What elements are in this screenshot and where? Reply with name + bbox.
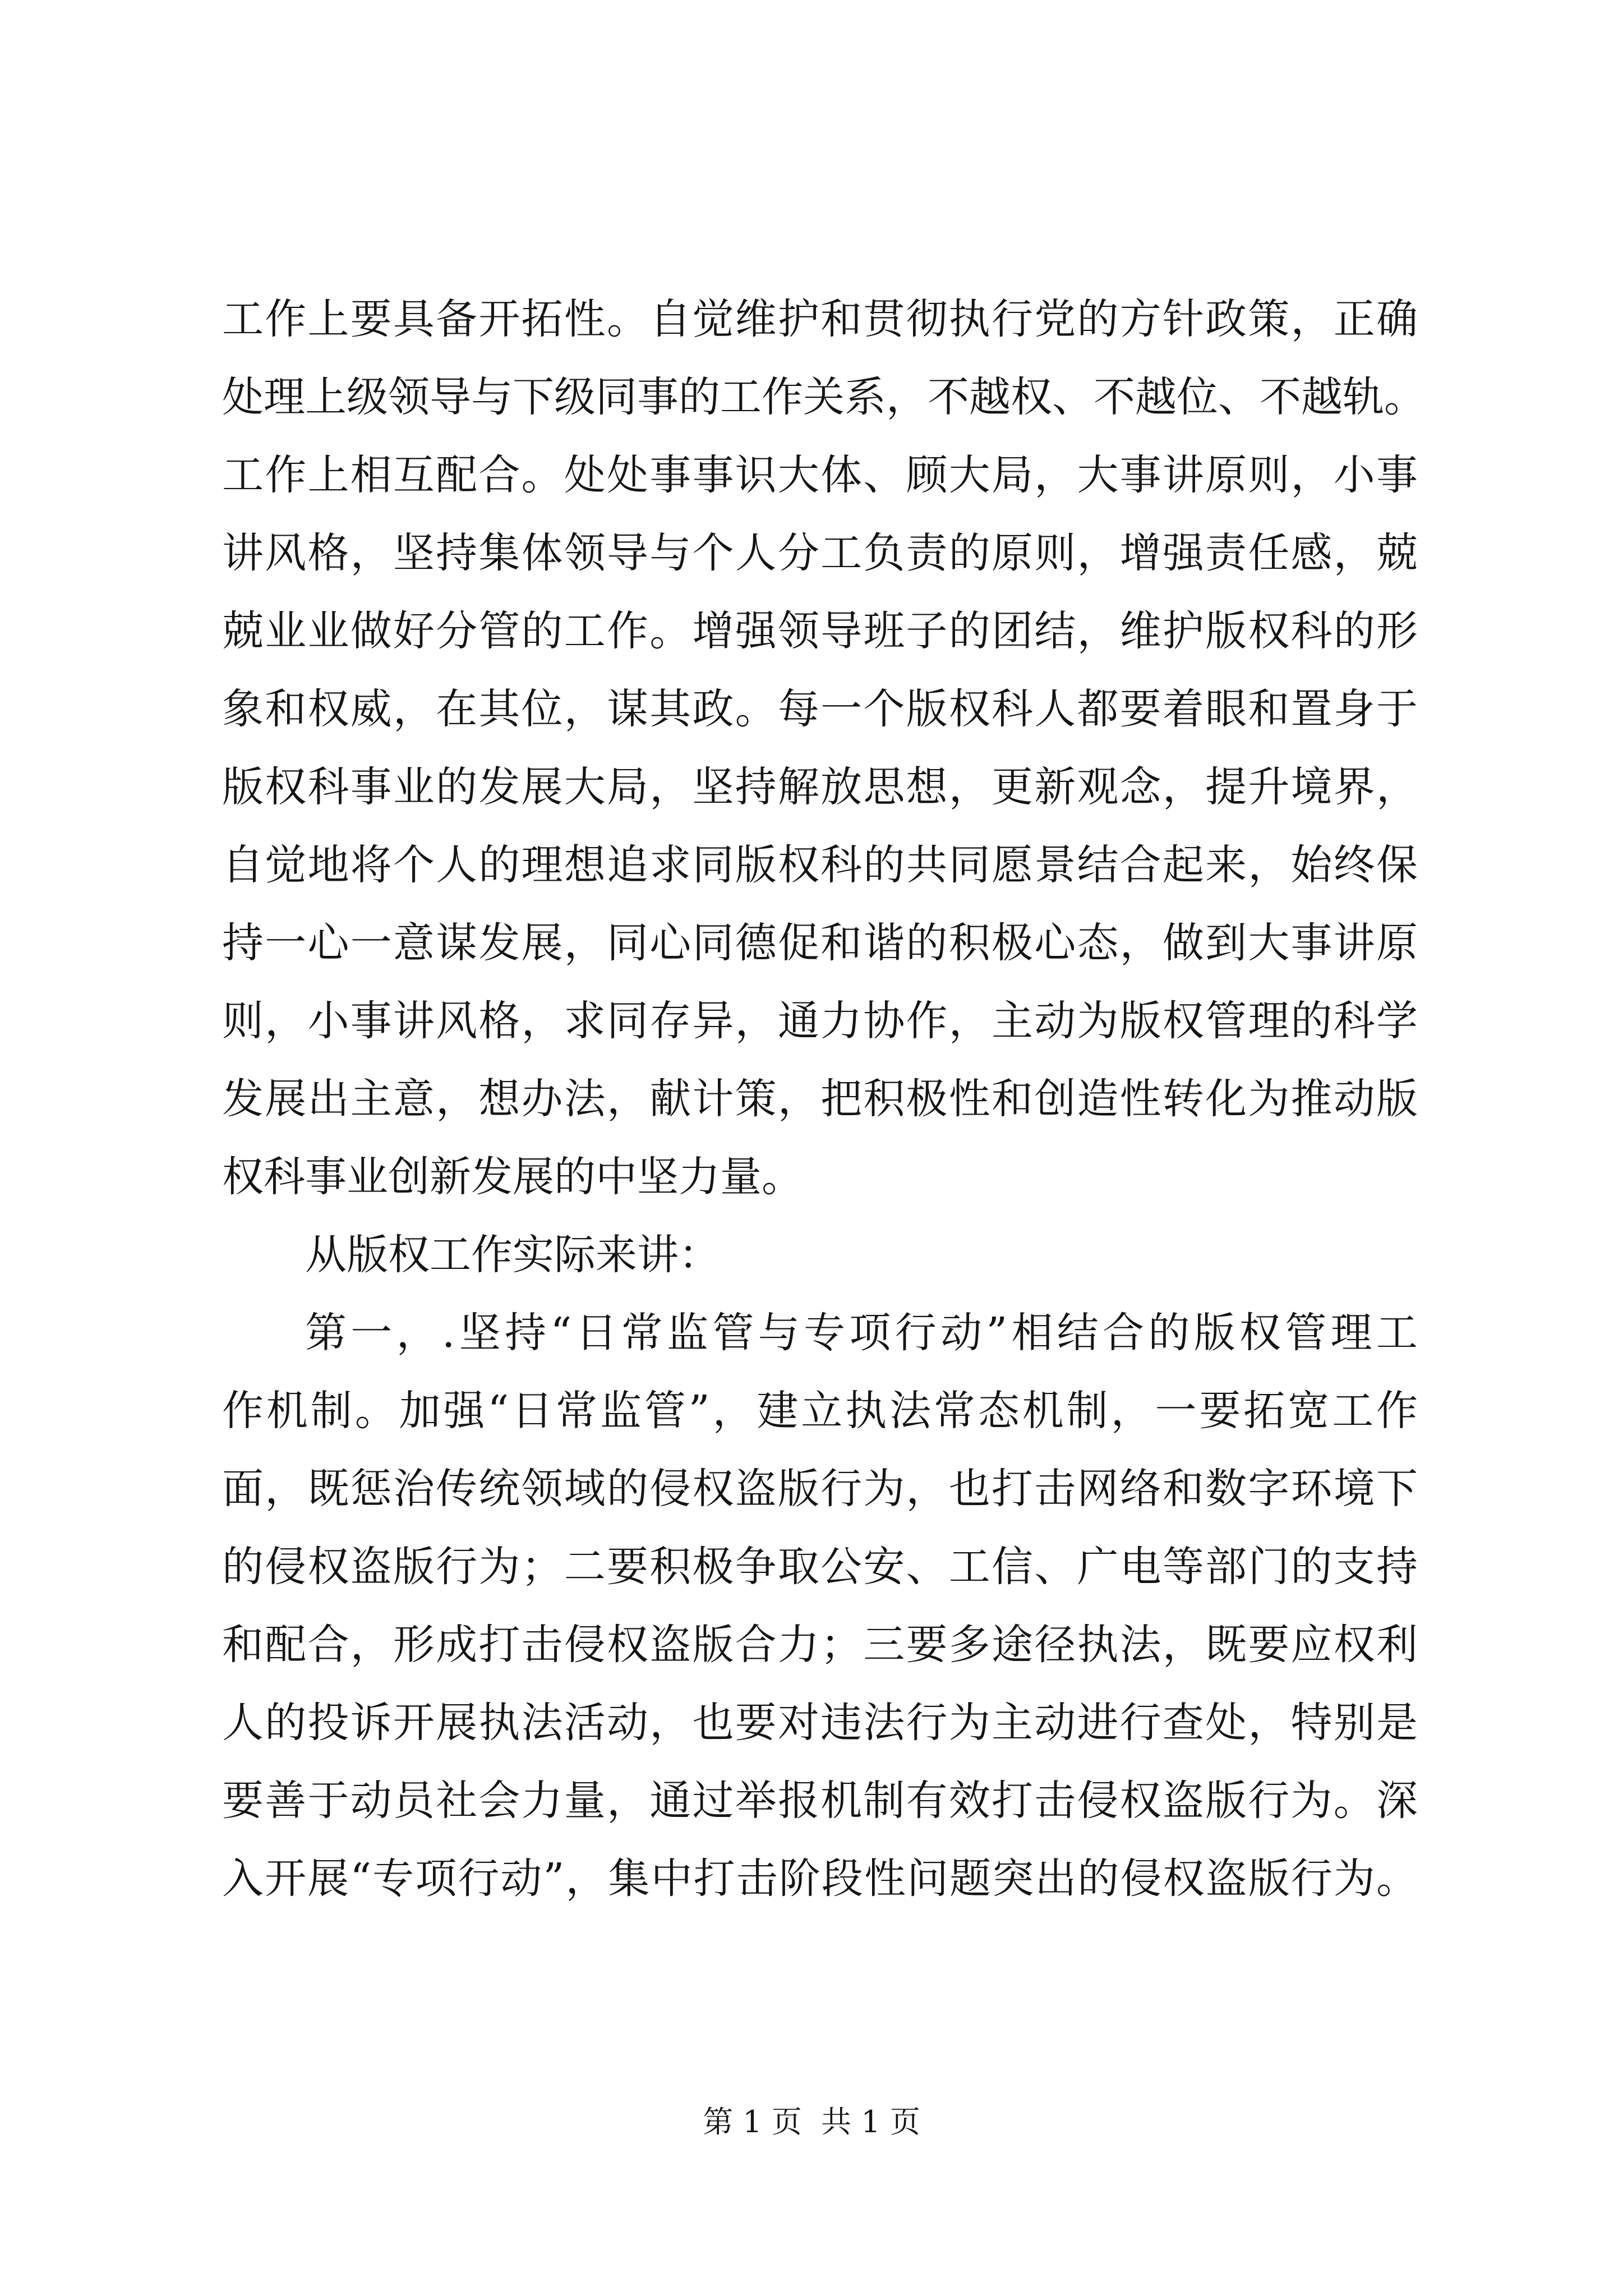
text-line: 要善于动员社会力量，通过举报机制有效打击侵权盗版行为。深 xyxy=(222,1777,1418,1825)
text-line: 面，既惩治传统领域的侵权盗版行为，也打击网络和数字环境下 xyxy=(222,1465,1418,1513)
text-line: 作机制。加强“日常监管”，建立执法常态机制，一要拓宽工作 xyxy=(222,1387,1418,1435)
text-line: 工作上相互配合。处处事事识大体、顾大局，大事讲原则，小事 xyxy=(222,451,1418,499)
text-line: 入开展“专项行动”，集中打击阶段性问题突出的侵权盗版行为。 xyxy=(222,1855,1418,1903)
text-line: 工作上要具备开拓性。自觉维护和贯彻执行党的方针政策，正确 xyxy=(222,295,1418,343)
text-line: 的侵权盗版行为；二要积极争取公安、工信、广电等部门的支持 xyxy=(222,1543,1418,1591)
text-line: 从版权工作实际来讲： xyxy=(305,1231,720,1279)
paragraph-3 xyxy=(222,1294,1418,1918)
text-line: 兢业业做好分管的工作。增强领导班子的团结，维护版权科的形 xyxy=(222,607,1418,655)
text-line: 发展出主意，想办法，献计策，把积极性和创造性转化为推动版 xyxy=(222,1075,1418,1123)
paragraph-2 xyxy=(222,1216,1418,1294)
text-line: 版权科事业的发展大局，坚持解放思想，更新观念，提升境界， xyxy=(222,763,1418,811)
text-line: 和配合，形成打击侵权盗版合力；三要多途径执法，既要应权利 xyxy=(222,1621,1418,1669)
text-line: 讲风格，坚持集体领导与个人分工负责的原则，增强责任感，兢 xyxy=(222,529,1418,577)
text-line: 第一，.坚持“日常监管与专项行动”相结合的版权管理工 xyxy=(305,1309,1418,1357)
text-line: 人的投诉开展执法活动，也要对违法行为主动进行查处，特别是 xyxy=(222,1699,1418,1747)
page-number-label: 第 1 页 共 1 页 xyxy=(703,2104,920,2139)
text-line: 处理上级领导与下级同事的工作关系，不越权、不越位、不越轨。 xyxy=(222,373,1426,421)
document-body xyxy=(222,280,1426,1918)
text-line: 象和权威，在其位，谋其政。每一个版权科人都要着眼和置身于 xyxy=(222,685,1418,733)
paragraph-1 xyxy=(222,280,1426,1216)
text-line: 权科事业创新发展的中坚力量。 xyxy=(222,1153,803,1201)
page-footer xyxy=(0,2102,1623,2142)
text-line: 持一心一意谋发展，同心同德促和谐的积极心态，做到大事讲原 xyxy=(222,919,1418,967)
text-line: 自觉地将个人的理想追求同版权科的共同愿景结合起来，始终保 xyxy=(222,841,1418,889)
text-line: 则，小事讲风格，求同存异，通力协作，主动为版权管理的科学 xyxy=(222,997,1418,1045)
